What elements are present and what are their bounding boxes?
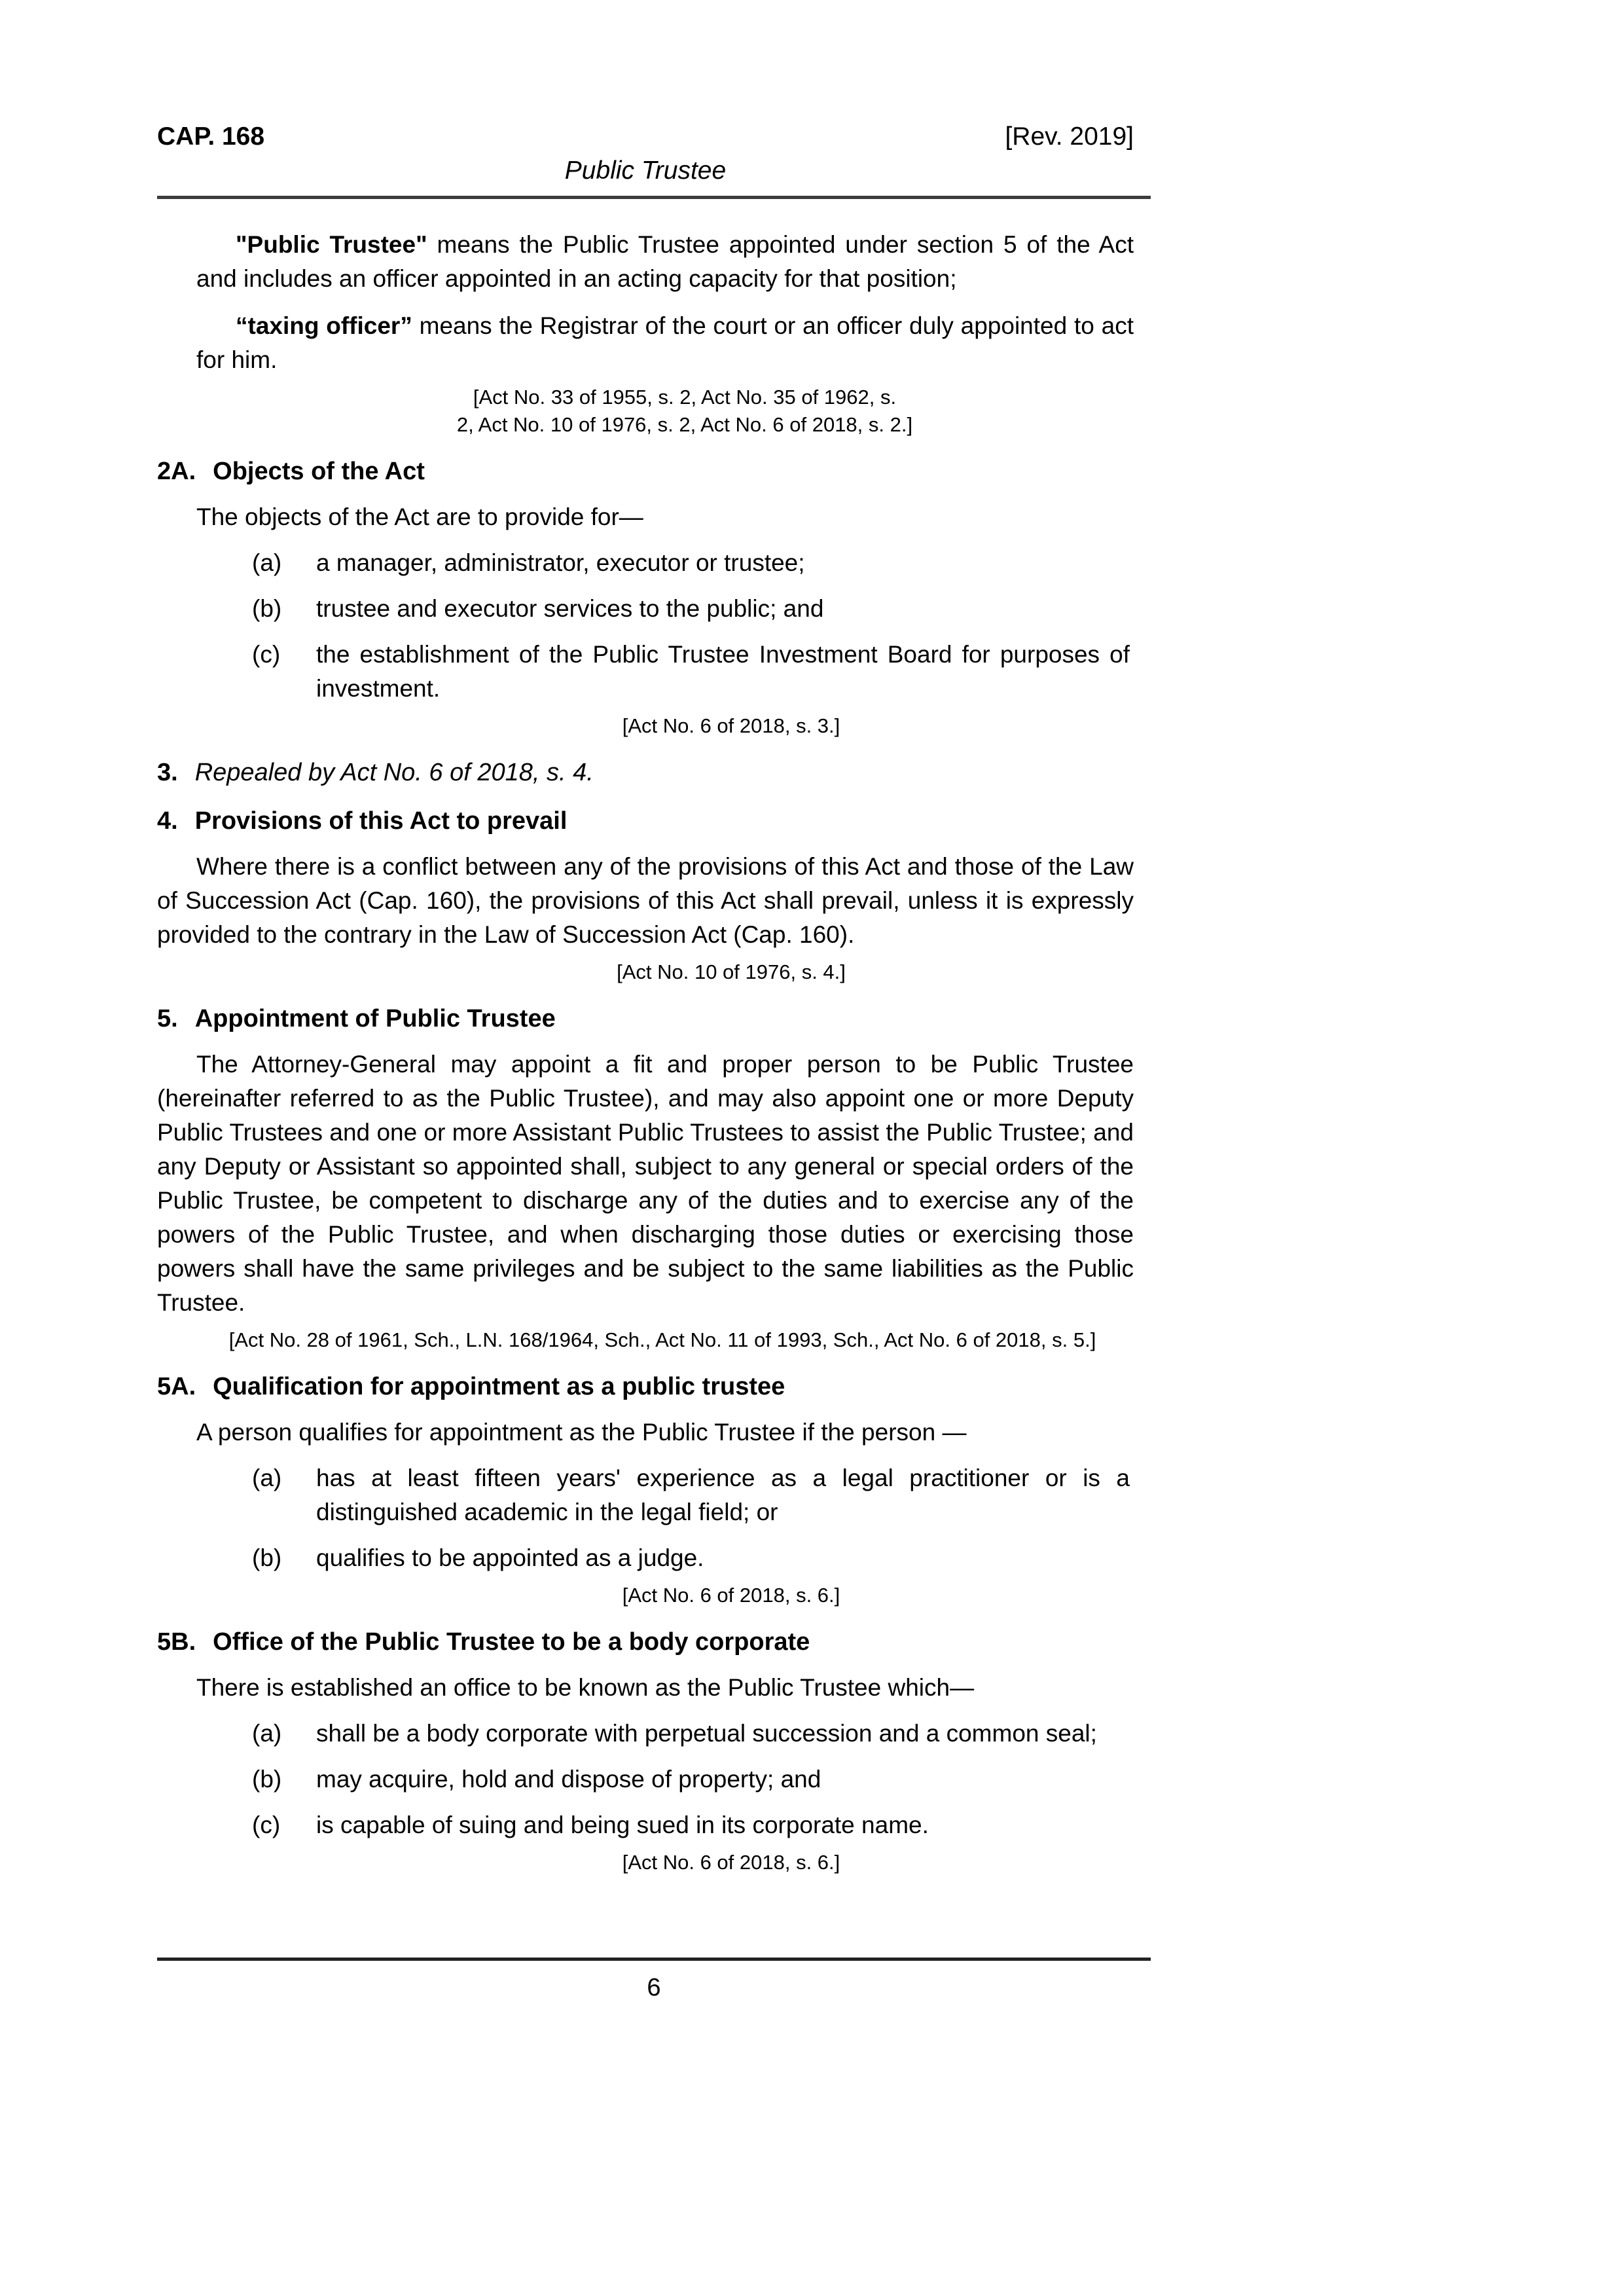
list-item [157, 1541, 1134, 1575]
definition-public-trustee [196, 228, 1134, 296]
amendment-citation [236, 384, 1134, 439]
list-item [157, 1808, 1134, 1842]
section-5A-intro: A person qualifies for appointment as the Public Trustee if the person — [196, 1419, 967, 1446]
clause-text: qualifies to be appointed as a judge. [316, 1544, 704, 1571]
clause-text: the establishment of the Public Trustee Investment Board for purposes of investment. [316, 641, 1130, 702]
section-5B-intro: There is established an office to be known as the Public Trustee which— [196, 1674, 975, 1701]
clause-label: (b) [252, 1766, 282, 1793]
section-heading-5B [157, 1626, 1134, 1658]
page-header [157, 121, 1134, 153]
definition-term: “taxing officer” [236, 312, 412, 339]
clause-label: (c) [252, 641, 281, 668]
act-title: Public Trustee [564, 156, 727, 185]
list-item [157, 1717, 1134, 1751]
clause-text: trustee and executor services to the public; and [316, 595, 824, 622]
section-heading-5 [157, 1003, 1134, 1034]
clause-label: (b) [252, 595, 282, 622]
amendment-citation: [Act No. 6 of 2018, s. 6.] [622, 1584, 840, 1607]
footer-divider [157, 1958, 1151, 1961]
section-title: Objects of the Act [213, 458, 425, 485]
clause-text: is capable of suing and being sued in its corporate name. [316, 1812, 929, 1838]
section-3-repealed [157, 757, 1134, 788]
clause-text: shall be a body corporate with perpetual succession and a common seal; [316, 1720, 1097, 1747]
clause-label: (b) [252, 1544, 282, 1571]
header-divider [157, 196, 1151, 199]
clause-label: (c) [252, 1812, 281, 1838]
list-item [157, 1762, 1134, 1796]
section-5-body: The Attorney-General may appoint a fit and proper person to be Public Trustee (hereinafter referred to as the Public Trustee), and may also appoint one or more Deputy Public Trustees and one or more Assistant Public Trustees to assist the Public Trustee; and any Deputy or Assistant so appointed shall, subject to any general or special orders of the Public Trustee, be competent to discharge any of the duties and to exercise any of the powers of the Public Trustee, and when discharging those duties or exercising those powers shall have the same privileges and be subject to the same liabilities as the Public Trustee. [157, 1051, 1134, 1316]
clause-label: (a) [252, 549, 282, 576]
clause-label: (a) [252, 1720, 282, 1747]
clause-text: a manager, administrator, executor or trustee; [316, 549, 805, 576]
section-title: Appointment of Public Trustee [194, 1005, 556, 1032]
section-number: 5A. [157, 1373, 196, 1400]
chapter-label: CAP. 168 [157, 122, 265, 151]
repealed-note: Repealed by Act No. 6 of 2018, s. 4. [194, 759, 594, 786]
revision-label: [Rev. 2019] [1005, 122, 1134, 151]
section-title: Provisions of this Act to prevail [194, 807, 568, 835]
content-column [157, 121, 1134, 1876]
definition-taxing-officer [196, 309, 1134, 377]
list-item [157, 638, 1134, 706]
list-item [157, 1461, 1134, 1529]
clause-text: may acquire, hold and dispose of property; and [316, 1766, 821, 1793]
amendment-citation: [Act No. 10 of 1976, s. 4.] [617, 960, 846, 983]
list-item [157, 592, 1134, 626]
definition-text: means the Public Trustee appointed under section 5 of the Act and includes an officer appointed in an acting capacity for that position; [196, 231, 1134, 292]
definition-term: "Public Trustee" [236, 231, 427, 258]
section-heading-5A [157, 1371, 1134, 1402]
section-title: Qualification for appointment as a public trustee [213, 1373, 785, 1400]
section-number: 5B. [157, 1628, 196, 1656]
clause-label: (a) [252, 1465, 282, 1491]
citation-line: 2, Act No. 10 of 1976, s. 2, Act No. 6 of 2018, s. 2.] [456, 413, 913, 436]
section-heading-4 [157, 805, 1134, 837]
citation-line: [Act No. 33 of 1955, s. 2, Act No. 35 of 1962, s. [473, 386, 897, 409]
section-number: 4. [157, 807, 178, 835]
section-title: Office of the Public Trustee to be a body corporate [213, 1628, 810, 1656]
page-number: 6 [647, 1974, 661, 2001]
clause-text: has at least fifteen years' experience as a legal practitioner or is a distinguished academic in the legal field; or [316, 1465, 1130, 1525]
amendment-citation: [Act No. 6 of 2018, s. 3.] [622, 714, 840, 737]
section-number: 5. [157, 1005, 178, 1032]
section-4-body: Where there is a conflict between any of the provisions of this Act and those of the Law of Succession Act (Cap. 160), the provisions of this Act shall prevail, unless it is expressly provided to the contrary in the Law of Succession Act (Cap. 160). [157, 853, 1134, 948]
amendment-citation: [Act No. 28 of 1961, Sch., L.N. 168/1964, Sch., Act No. 11 of 1993, Sch., Act No. 6 of 2018, s. 5.] [228, 1328, 1096, 1351]
section-2A-intro: The objects of the Act are to provide for— [196, 503, 643, 530]
section-heading-2A [157, 456, 1134, 487]
list-item [157, 546, 1134, 580]
definition-text: means the Registrar of the court or an officer duly appointed to act for him. [196, 312, 1134, 373]
amendment-citation: [Act No. 6 of 2018, s. 6.] [622, 1851, 840, 1874]
section-number: 3. [157, 759, 178, 786]
section-number: 2A. [157, 458, 196, 485]
